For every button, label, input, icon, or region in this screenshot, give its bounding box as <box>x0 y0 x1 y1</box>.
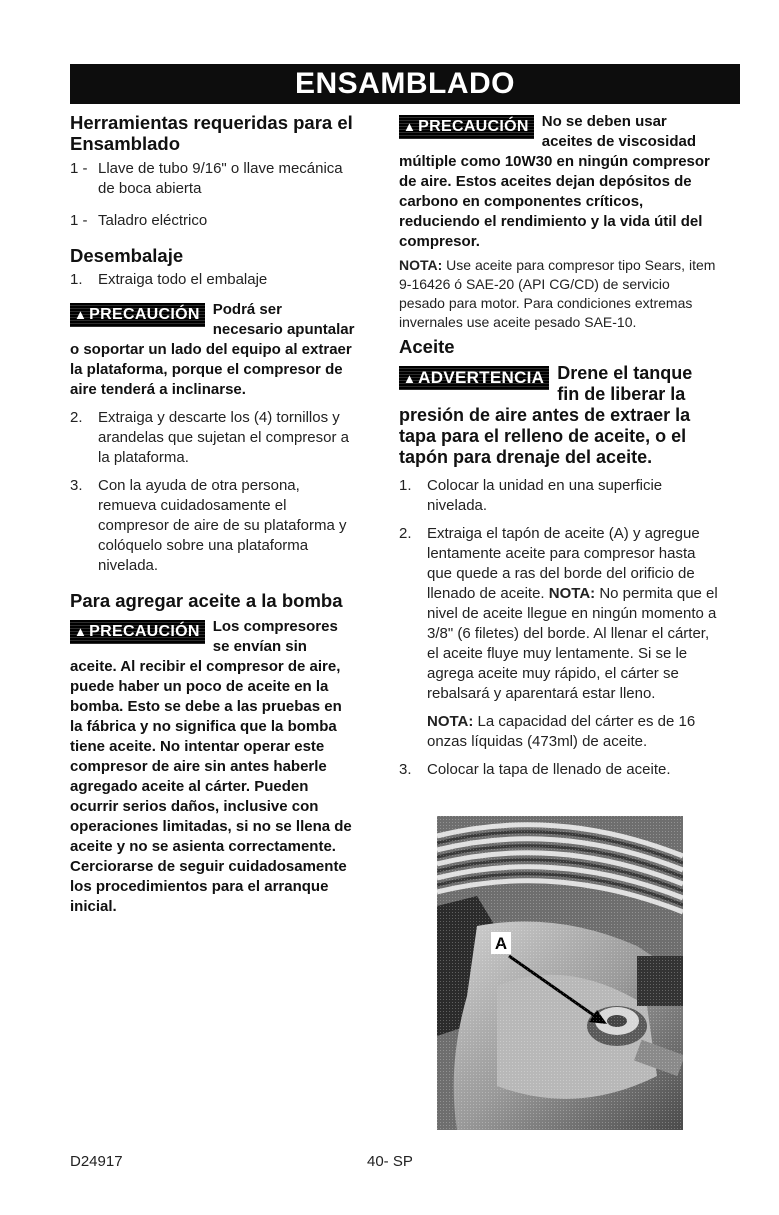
capacity-note <box>427 712 719 752</box>
step-text: Con la ayuda de otra persona, remueva cuidadosamente el compresor de aire de su plataforma y colóquelo sobre una plataforma nivelada. <box>98 477 347 574</box>
note-text: La capacidad del cárter es de 16 onzas líquidas (473ml) de aceite. <box>427 713 696 750</box>
section-banner: ENSAMBLADO <box>70 64 740 104</box>
warning-notice <box>399 363 719 468</box>
note-label: NOTA: <box>427 713 474 730</box>
step-text-part: Extraiga el tapón de aceite (A) y agregue lentamente aceite para compresor hasta que quede a ras del borde del orificio de llenado de aceite. <box>427 525 700 602</box>
step-number: 3. <box>399 761 412 778</box>
step-text: Colocar la unidad en una superficie nivelada. <box>427 477 663 514</box>
warning-triangle-icon: ▲ <box>403 119 417 134</box>
step-number: 2. <box>399 525 412 542</box>
tool-text: Taladro eléctrico <box>98 212 208 229</box>
tool-qty: 1 - <box>70 160 88 177</box>
caution-notice-2 <box>70 617 355 917</box>
aceite-heading: Aceite <box>399 336 455 357</box>
caution-notice-3 <box>399 112 719 252</box>
compressor-oil-cap-photo <box>437 816 683 1130</box>
tool-qty: 1 - <box>70 212 88 229</box>
oil-step <box>399 476 719 516</box>
step-text: Extraiga todo el embalaje <box>98 271 268 288</box>
caution-badge <box>399 115 534 139</box>
caution-text: No se deben usar aceites de viscosidad múltiple como 10W30 en ningún compresor de aire. Estos aceites dejan depósitos de carbono en componentes críticos, reduciendo el rendimiento y la vida útil del compresor. <box>399 113 710 250</box>
warning-triangle-icon: ▲ <box>74 624 88 639</box>
step-text: Colocar la tapa de llenado de aceite. <box>427 761 671 778</box>
left-column <box>70 112 355 917</box>
right-column <box>399 112 719 780</box>
step-text <box>427 524 719 752</box>
step-number: 1. <box>399 477 412 494</box>
tool-text: Llave de tubo 9/16" o llave mecánica de boca abierta <box>98 160 343 197</box>
warning-triangle-icon: ▲ <box>74 307 88 322</box>
step-number: 2. <box>70 409 83 426</box>
unpack-heading: Desembalaje <box>70 245 184 266</box>
unpack-step <box>70 270 355 290</box>
caution-badge <box>70 303 205 327</box>
step-number: 1. <box>70 271 83 288</box>
caution-notice-1 <box>70 300 355 400</box>
photo-illustration <box>437 816 683 1130</box>
oil-step <box>399 524 719 752</box>
warning-text: Drene el tanque fin de liberar la presión de aire antes de extraer la tapa para el relleno de aceite, o el tapón para drenaje del aceite. <box>399 363 693 467</box>
caution-text: Podrá ser necesario apuntalar o soportar un lado del equipo al extraer la plataforma, porque el compresor de aire tenderá a inclinarse. <box>70 301 355 398</box>
warning-triangle-icon: ▲ <box>403 371 417 386</box>
oil-type-note <box>399 256 719 332</box>
page-number: 40- SP <box>367 1153 413 1170</box>
caution-badge-label: PRECAUCIÓN <box>89 623 200 640</box>
step-text: Extraiga y descarte los (4) tornillos y arandelas que sujetan el compresor a la plataforma. <box>98 409 349 466</box>
document-code: D24917 <box>70 1153 123 1170</box>
tool-item <box>70 211 355 231</box>
warning-badge <box>399 366 549 390</box>
note-label: NOTA: <box>548 585 596 602</box>
unpack-step <box>70 408 355 468</box>
step-text-part: No permita que el nivel de aceite llegue en ningún momento a 3/8" (6 filetes) del borde. Al llenar el cárter, el aceite fluye muy lentamente. Si se le agrega aceite muy rápido, el cárter se rebalsará y aparentará estar lleno. <box>427 585 718 702</box>
oil-step <box>399 760 719 780</box>
caution-badge-label: PRECAUCIÓN <box>418 118 529 135</box>
warning-badge-label: ADVERTENCIA <box>418 368 545 387</box>
step-number: 3. <box>70 477 83 494</box>
caution-text: Los compresores se envían sin aceite. Al recibir el compresor de aire, puede haber un poco de aceite en la bomba. Esto se debe a las pruebas en la fábrica y no significa que la bomba tiene aceite. No intentar operar este compresor de aire sin antes haberle agregado aceite al cárter. Pueden ocurrir serios daños, inclusive con operaciones limitadas, si no se llena de aceite y no se asienta correctamente. Cerciorarse de seguir cuidadosamente los procedimientos para el arranque inicial. <box>70 618 352 915</box>
unpack-step <box>70 476 355 576</box>
caution-badge-label: PRECAUCIÓN <box>89 306 200 323</box>
oil-pump-heading: Para agregar aceite a la bomba <box>70 590 343 611</box>
note-label: NOTA: <box>399 257 443 273</box>
caution-badge <box>70 620 205 644</box>
tool-item <box>70 159 355 199</box>
tools-heading: Herramientas requeridas para el Ensamblado <box>70 112 353 154</box>
note-text: Use aceite para compresor tipo Sears, item 9-16426 ó SAE-20 (API CG/CD) de servicio pesado para motor. Para condiciones extremas invernales use aceite pesado SAE-10. <box>399 257 716 330</box>
